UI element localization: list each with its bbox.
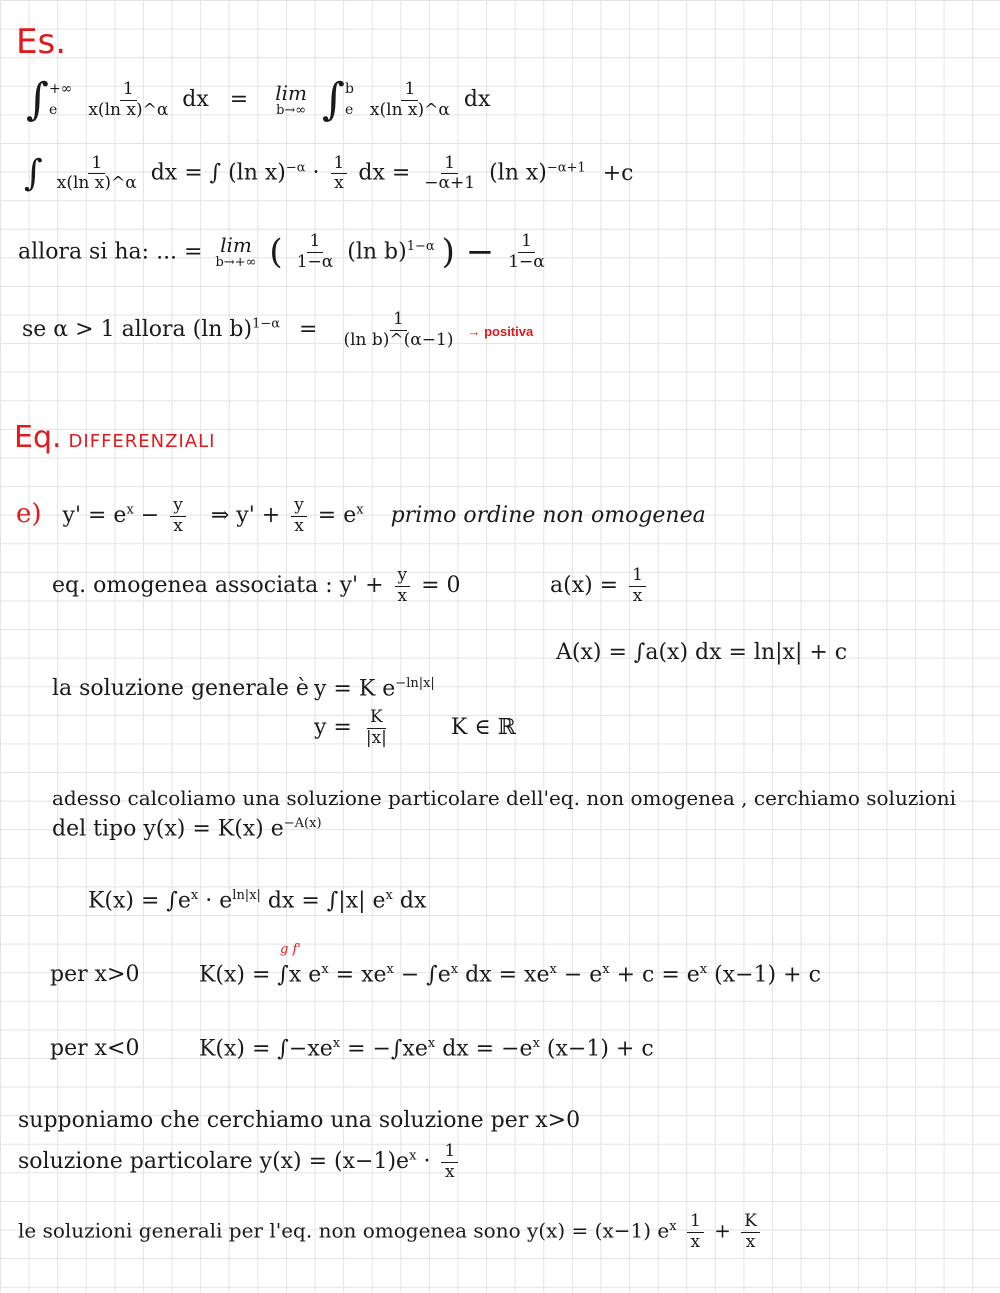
integrand-fraction: $\frac{1}{\text{x(ln x)\textasciicircum{}α}}$ [88,78,169,120]
final-general-solution: le soluzioni generali per l'eq. non omogenea sono y(x) = (x−1) $e^x$ $\frac{1}{x}$ + $\frac{K}{x}$ [18,1212,764,1252]
particular-line-1: adesso calcoliamo una soluzione particolare dell'eq. non omogenea , cerchiamo soluzioni [52,786,957,810]
particular-line-2: del tipo y(x) = K(x) $e^{-A(x)}$ [52,816,322,842]
antiderivative-line: ∫ $\frac{1}{\text{x(ln x)\textasciicircum{}α}}$ dx = ∫ (ln x)$^{-\alpha}$ · $\frac{1}{x}$ dx = $\frac{1}{-\alpha+1}$ (ln x)$^{-\alpha+1}$ +c [24,152,634,194]
limit-line: allora si ha: ... = lim b→+∞ ( $\frac{1}{1-\alpha}$ (ln b)$^{1-\alpha}$ ) − $\frac{1}{1-\alpha}$ [18,231,545,272]
primitive-A: A(x) = ∫a(x) dx = ln|x| + c [556,640,848,665]
kx-integral: $K(x) = \int e^x \cdot e^{ln|x|}$ dx = ∫|x| $e^x$ dx [88,888,427,914]
general-solution-y2: y = $\frac{K}{|x|}$ K ∈ ℝ [314,707,516,748]
condition-line: se α > 1 allora (ln b)$^{1-\alpha}$ = $\frac{1}{\text{(ln b)\textasciicircum{}(α−1)}}$ → positiva [22,309,534,350]
particular-solution: soluzione particolare $y(x) = (x-1)e^x$ · $\frac{1}{x}$ [18,1142,462,1182]
parts-annotation: g f' [280,942,301,957]
integral-upper-bound: +∞ [48,81,73,97]
coefficient-a: a(x) = $\frac{1}{x}$ [550,566,650,606]
improper-integral: ∫ +∞ e [26,74,73,125]
general-solution-y1: y = K $e^{-ln|x|}$ [314,676,435,702]
section-title-eq: Eq. DIFFERENZIALI [14,420,216,455]
exercise-label: e) [16,499,42,530]
section-title-es: Es. [16,22,67,62]
general-solution-text: la soluzione generale è [52,676,309,701]
case-positive: per x>0 K(x) = ∫x $e^x = xe^x - \int e^x$ dx = $xe^x - e^x + c = e^x$ (x−1) + c [50,962,821,988]
integral-lower-bound: e [48,102,58,118]
integrand-fraction-2: $\frac{1}{\text{x(ln x)\textasciicircum{}α}}$ [369,78,450,120]
integral-line-1: ∫ +∞ e $\frac{1}{\text{x(ln x)\textasciicircum{}α}}$ dx = lim b→∞ ∫ b e $\frac{1}{\text{x(ln x)\textasciicircum{}α}}$ dx [26,74,491,125]
case-negative: per x<0 $K(x) = \int-xe^x = -\int xe^x$ dx = $-e^x$ (x−1) + c [50,1036,654,1062]
homogeneous-equation: eq. omogenea associata : y' + $\frac{y}{x}$ = 0 [52,565,461,606]
exercise-e: e) $y' = e^x$ − $\frac{y}{x}$ ⇒ y' + $\frac{y}{x}$ = $e^x$ primo ordine non omogenea [16,495,706,536]
definite-integral: ∫ b e [322,74,354,125]
limit-operator: lim b→∞ [275,80,307,118]
suppose-line: supponiamo che cerchiamo una soluzione per x>0 [18,1108,581,1133]
positive-note: → positiva [467,324,534,340]
